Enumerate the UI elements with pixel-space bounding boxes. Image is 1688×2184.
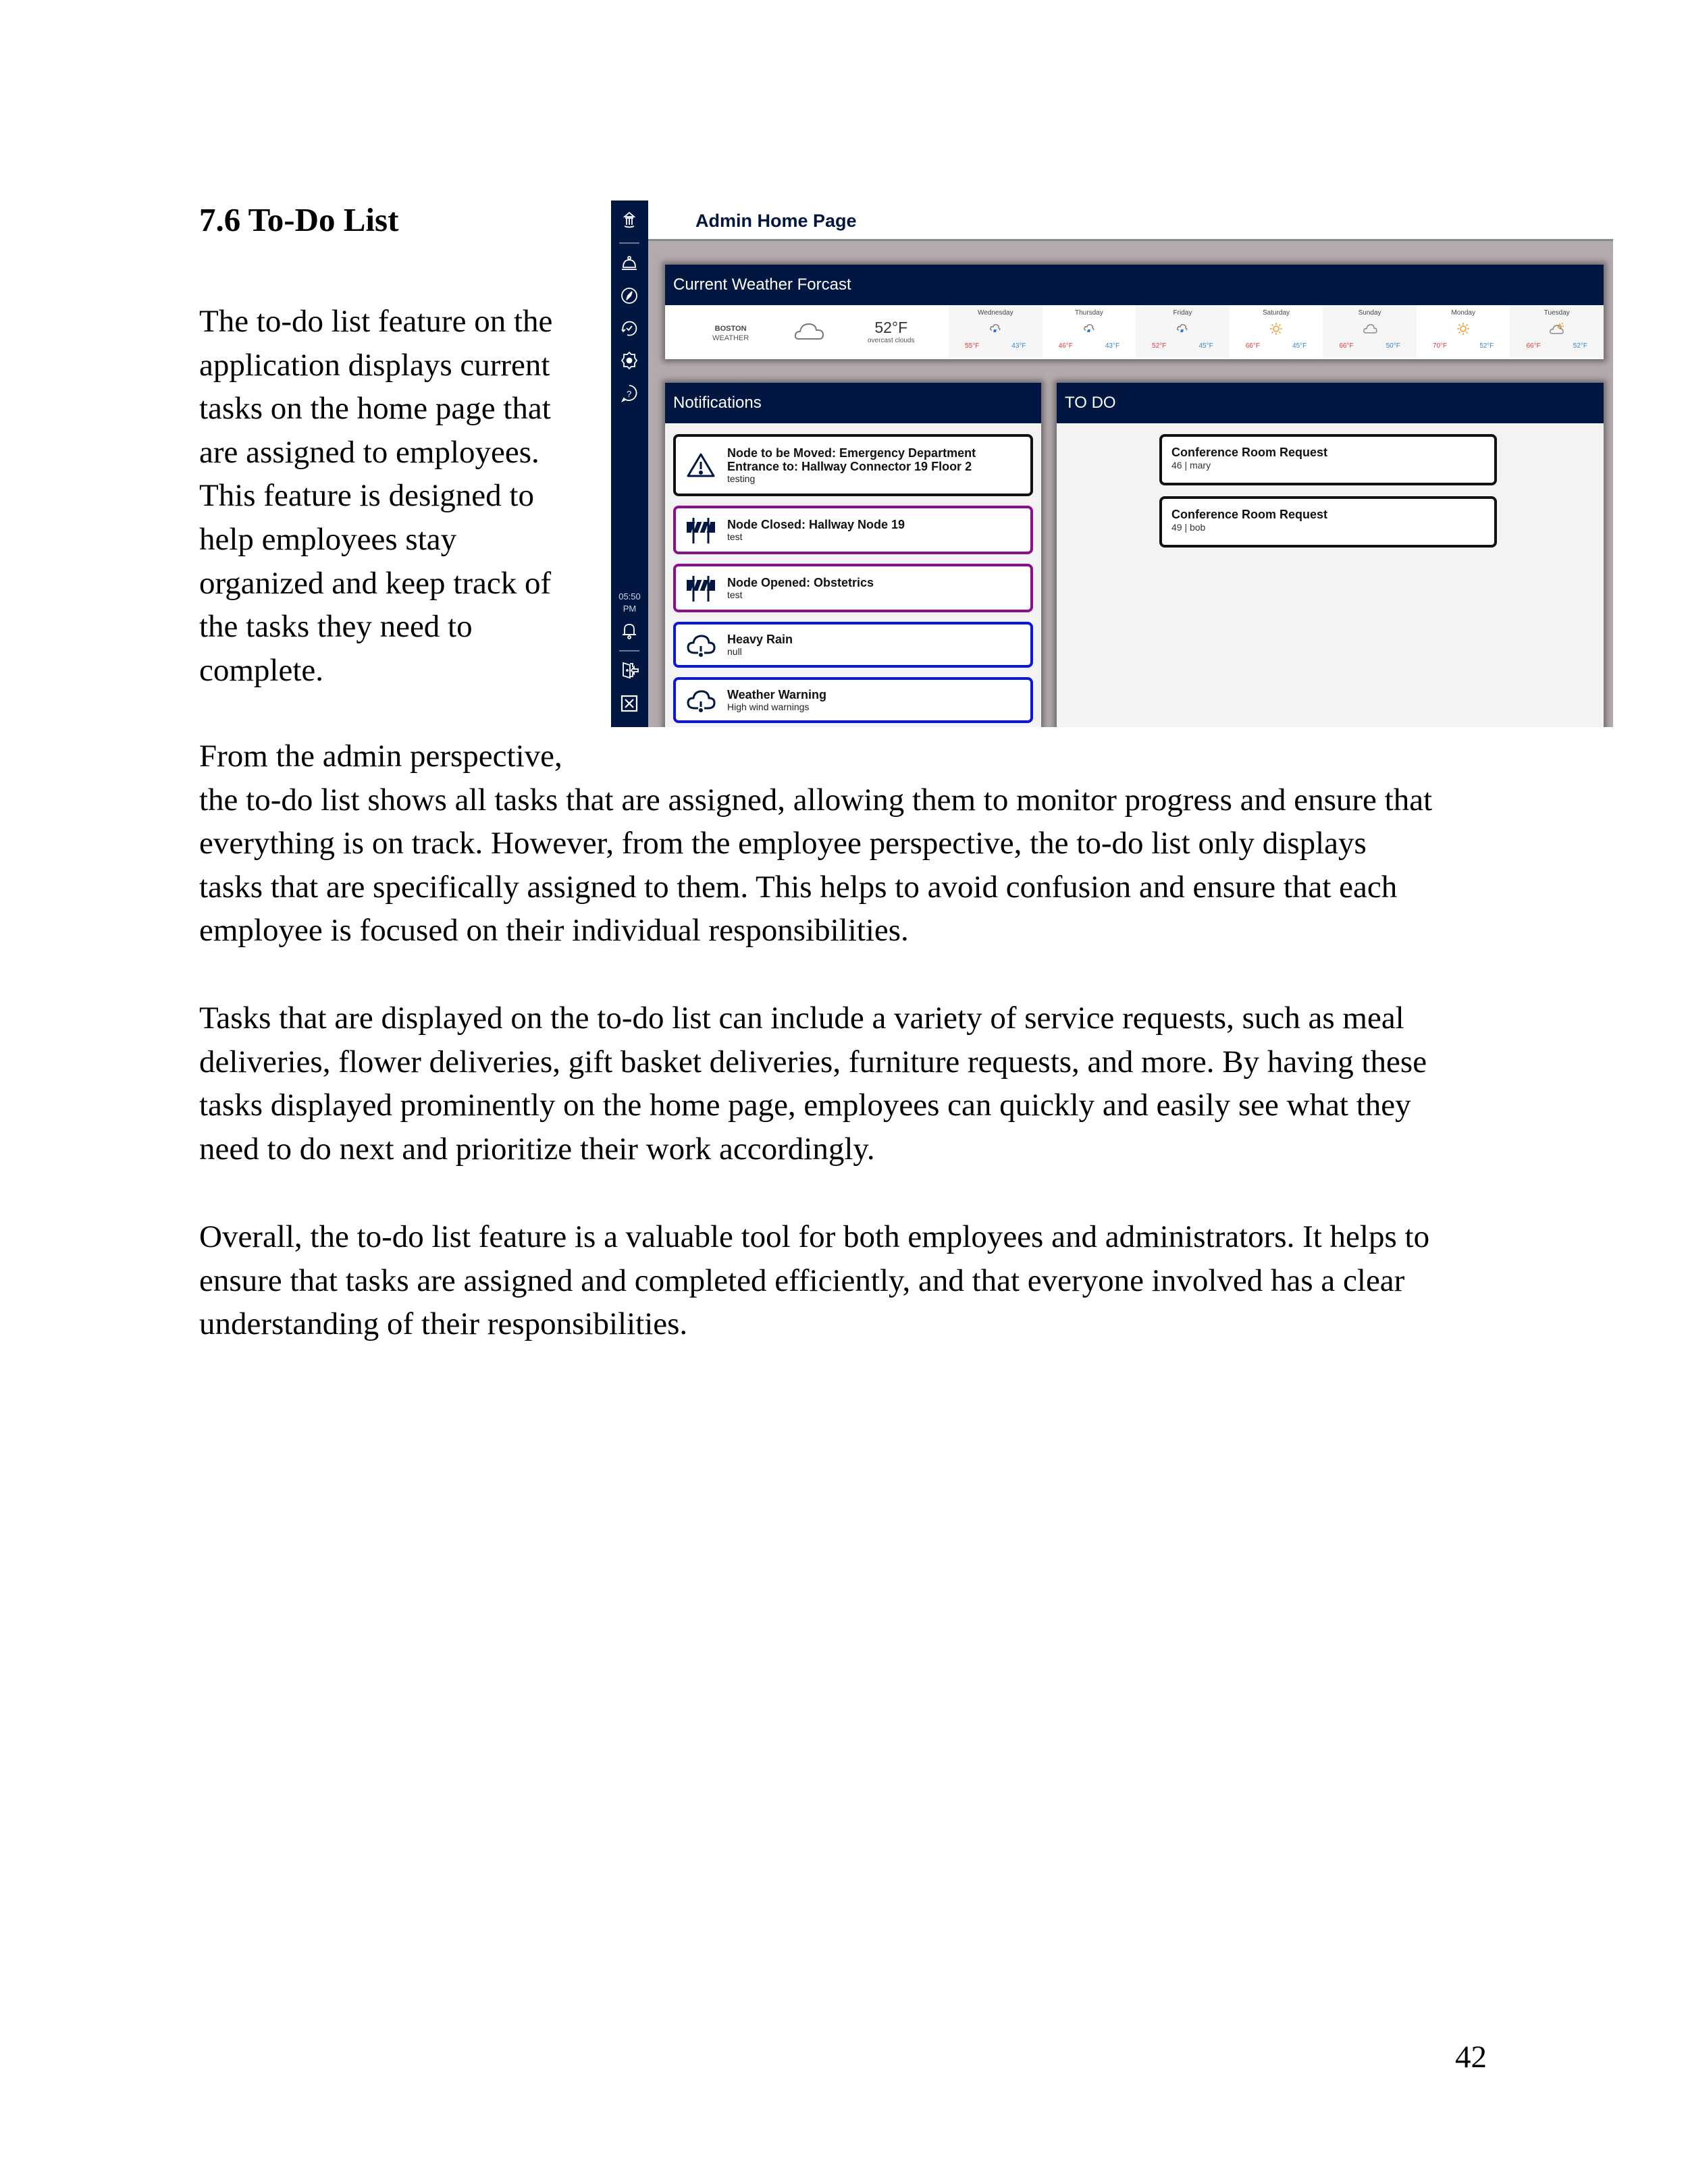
text-line: everything is on track. However, from the employee perspective, the to-do list only displays	[199, 826, 1367, 861]
text-line: employee is focused on their individual responsibilities.	[199, 913, 909, 949]
compass-icon[interactable]	[618, 284, 641, 307]
notifications-title: Notifications	[665, 383, 1041, 423]
page-title: Admin Home Page	[695, 211, 857, 231]
current-temperature	[868, 319, 914, 344]
text-line: complete.	[199, 652, 324, 688]
top-bar	[648, 201, 1613, 241]
notification-item[interactable]	[673, 564, 1033, 612]
notification-item[interactable]	[673, 506, 1033, 554]
weather-body	[665, 305, 1604, 359]
forecast-day	[1230, 305, 1323, 358]
notification-subtitle: null	[727, 646, 742, 657]
sun-icon	[1417, 319, 1510, 338]
forecast-low: 45°F	[1292, 342, 1307, 350]
notification-title: Node Closed: Hallway Node 19	[727, 518, 905, 531]
cloud-alert-icon	[684, 688, 718, 712]
text-line: tasks that are specifically assigned to them. This helps to avoid confusion and ensure that each	[199, 869, 1398, 905]
overall-paragraph	[199, 1215, 1502, 1346]
close-icon[interactable]	[618, 692, 641, 715]
sidebar-divider	[619, 242, 639, 244]
weather-card-title: Current Weather Forcast	[665, 265, 1604, 305]
sidebar	[611, 201, 648, 727]
admin-home-screenshot	[611, 201, 1613, 727]
forecast-strip	[949, 305, 1604, 358]
forecast-low: 52°F	[1573, 342, 1587, 350]
notifications-card	[665, 383, 1041, 727]
notifications-list[interactable]	[665, 423, 1041, 727]
forecast-day	[1417, 305, 1510, 358]
rain-cloud-icon	[1043, 319, 1136, 338]
notification-title: Heavy Rain	[727, 633, 793, 646]
settings-gear-icon[interactable]	[618, 349, 641, 372]
forecast-low: 45°F	[1198, 342, 1213, 350]
forecast-low: 43°F	[1105, 342, 1120, 350]
partly-cloudy-icon	[1510, 319, 1604, 338]
notification-subtitle: test	[727, 531, 743, 542]
notification-subtitle: test	[727, 589, 743, 600]
forecast-high: 66°F	[1339, 342, 1354, 350]
todo-item-subtitle: 49 | bob	[1171, 522, 1206, 533]
text-line: the tasks they need to	[199, 609, 473, 645]
forecast-low: 50°F	[1386, 342, 1400, 350]
todo-card	[1057, 383, 1604, 727]
forecast-day-name: Monday	[1451, 309, 1475, 317]
road-barrier-icon	[684, 573, 718, 603]
svg-text:?: ?	[627, 389, 632, 399]
road-barrier-icon	[684, 515, 718, 545]
notification-subtitle: High wind warnings	[727, 701, 810, 712]
notification-title: Node Opened: Obstetrics	[727, 576, 874, 589]
forecast-day	[1043, 305, 1136, 358]
forecast-day	[1323, 305, 1417, 358]
forecast-high: 70°F	[1432, 342, 1448, 350]
text-line: This feature is designed to	[199, 478, 534, 514]
forecast-day-name: Wednesday	[977, 309, 1013, 317]
warning-triangle-icon	[684, 452, 718, 479]
text-line: are assigned to employees.	[199, 434, 539, 470]
forecast-low: 52°F	[1479, 342, 1494, 350]
text-line: understanding of their responsibilities.	[199, 1306, 688, 1342]
text-line: help employees stay	[199, 521, 457, 557]
history-clock-icon[interactable]	[618, 317, 641, 340]
weather-card	[665, 265, 1604, 359]
text-line: Tasks that are displayed on the to-do list can include a variety of service requests, such as meal	[199, 1001, 1404, 1036]
text-line: application displays current	[199, 347, 550, 383]
weather-city	[712, 324, 749, 343]
forecast-day-name: Saturday	[1263, 309, 1290, 317]
cloud-alert-icon	[684, 633, 718, 657]
text-line: organized and keep track of	[199, 565, 552, 601]
todo-item-subtitle: 46 | mary	[1171, 460, 1211, 471]
forecast-high: 66°F	[1526, 342, 1541, 350]
forecast-day-name: Tuesday	[1544, 309, 1570, 317]
sidebar-divider	[619, 650, 639, 651]
hospital-logo-icon[interactable]	[618, 209, 641, 232]
admin-perspective-paragraph	[199, 735, 1502, 953]
text-line: From the admin perspective,	[199, 739, 562, 774]
current-temp-value: 52°F	[874, 319, 908, 336]
clock-ampm: PM	[623, 604, 637, 614]
notification-item[interactable]	[673, 677, 1033, 723]
todo-item-title: Conference Room Request	[1171, 446, 1328, 459]
current-temp-desc: overcast clouds	[868, 337, 915, 344]
rain-cloud-icon	[949, 319, 1043, 338]
forecast-day-name: Friday	[1173, 309, 1192, 317]
service-bell-icon[interactable]	[618, 252, 641, 275]
help-icon[interactable]	[618, 381, 641, 404]
clock-time: 05:50	[618, 591, 641, 602]
notification-title: Weather Warning	[727, 688, 827, 701]
todo-item[interactable]	[1159, 434, 1497, 485]
forecast-high: 52°F	[1152, 342, 1167, 350]
current-cloud-icon	[793, 320, 826, 345]
task-types-paragraph	[199, 996, 1502, 1171]
text-line: The to-do list feature on the	[199, 304, 553, 339]
todo-title: TO DO	[1057, 383, 1604, 423]
text-line: the to-do list shows all tasks that are assigned, allowing them to monitor progress and ensure that	[199, 782, 1433, 818]
notification-title: Node to be Moved: Emergency Department Entrance to: Hallway Connector 19 Floor 2	[727, 446, 976, 473]
forecast-day	[1510, 305, 1604, 358]
forecast-day-name: Sunday	[1358, 309, 1381, 317]
forecast-day	[1136, 305, 1230, 358]
text-line: tasks displayed prominently on the home page, employees can quickly and easily see what they	[199, 1088, 1411, 1123]
notification-item[interactable]	[673, 434, 1033, 496]
city-sub: WEATHER	[712, 334, 749, 342]
todo-list	[1057, 423, 1604, 548]
forecast-day	[949, 305, 1043, 358]
text-line: Overall, the to-do list feature is a valuable tool for both employees and administrators. It helps to	[199, 1219, 1430, 1254]
forecast-low: 43°F	[1011, 342, 1026, 350]
todo-item[interactable]	[1159, 496, 1497, 548]
text-line: tasks on the home page that	[199, 391, 551, 427]
text-line: deliveries, flower deliveries, gift basket deliveries, furniture requests, and more. By having these	[199, 1044, 1427, 1080]
notification-subtitle: testing	[727, 473, 756, 484]
text-line: ensure that tasks are assigned and completed efficiently, and that everyone involved has a clear	[199, 1262, 1405, 1298]
forecast-high: 55°F	[965, 342, 980, 350]
sun-icon	[1230, 319, 1323, 338]
notification-bell-icon[interactable]	[618, 619, 641, 642]
notification-item[interactable]	[673, 622, 1033, 668]
todo-item-title: Conference Room Request	[1171, 508, 1328, 521]
forecast-day-name: Thursday	[1075, 309, 1103, 317]
page-number: 42	[1455, 2040, 1487, 2075]
text-line: need to do next and prioritize their work accordingly.	[199, 1131, 875, 1167]
city-name: BOSTON	[714, 325, 747, 333]
section-heading: 7.6 To-Do List	[199, 201, 399, 238]
intro-paragraph	[199, 300, 577, 692]
dashboard-workspace	[648, 241, 1613, 727]
rain-cloud-icon	[1136, 319, 1230, 338]
forecast-high: 46°F	[1058, 342, 1073, 350]
forecast-high: 66°F	[1245, 342, 1260, 350]
logout-door-icon[interactable]	[618, 658, 641, 681]
cloud-icon	[1323, 319, 1417, 338]
